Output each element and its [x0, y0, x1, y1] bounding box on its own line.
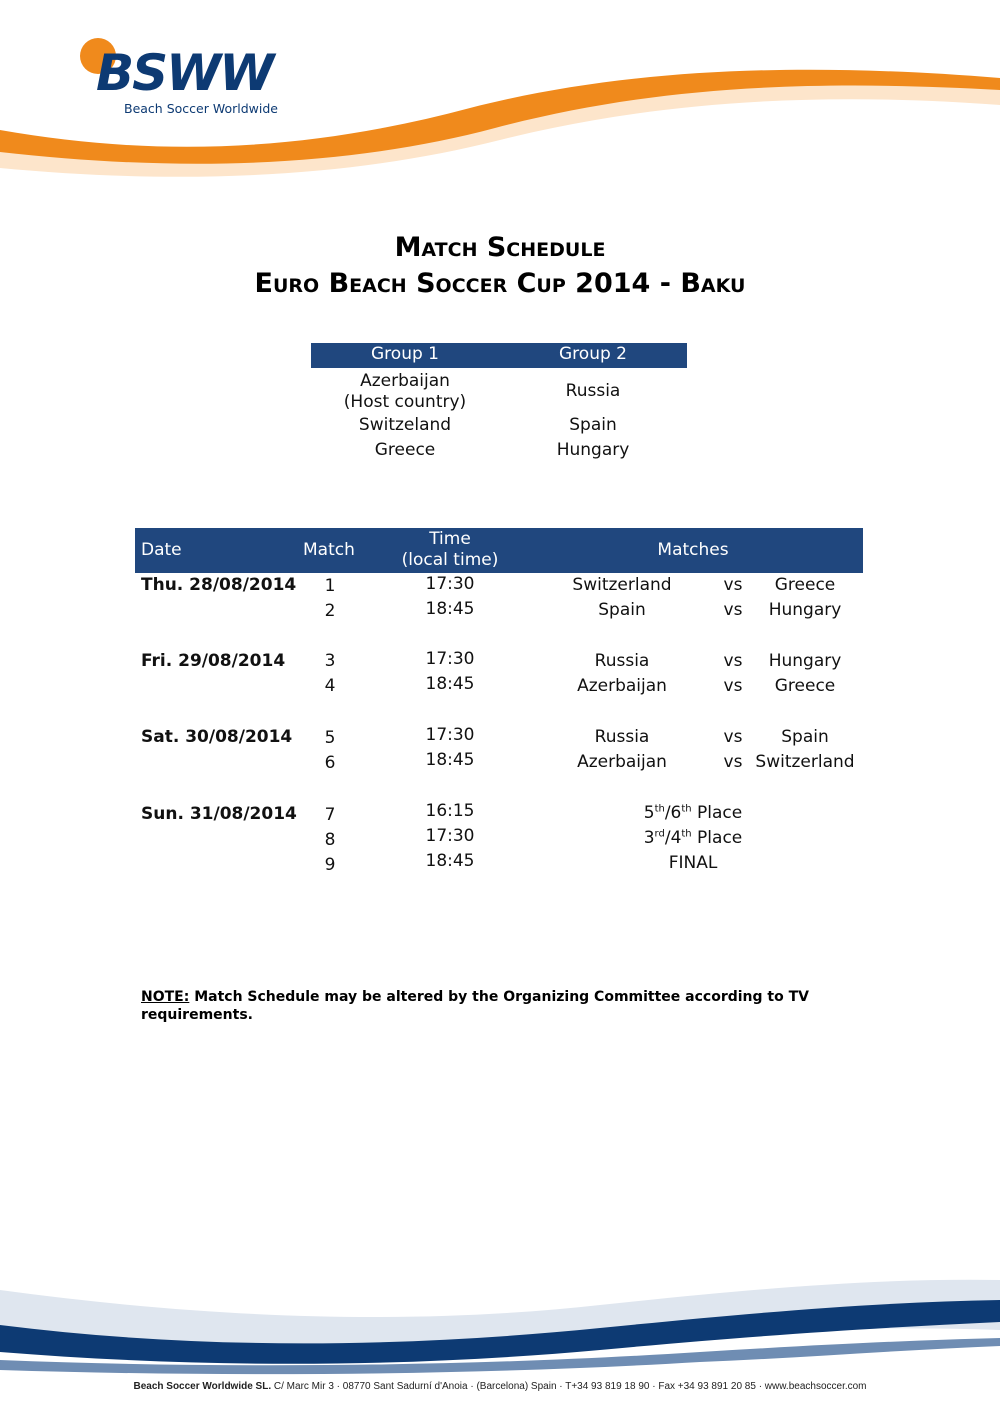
match-time: 18:45 — [425, 851, 475, 871]
away-team: Greece — [774, 575, 836, 595]
home-team: Switzerland — [572, 575, 672, 595]
footer-details: C/ Marc Mir 3 · 08770 Sant Sadurní d'Anoia · (Barcelona) Spain · T+34 93 819 18 90 · Fax +34 93 891 20 85 · www.beachsoccer.com — [271, 1381, 867, 1392]
group-1-header: Group 1 — [371, 344, 439, 364]
match-number: 7 — [324, 805, 336, 825]
match-number: 4 — [324, 676, 336, 696]
vs-label: vs — [723, 727, 743, 747]
bottom-wave — [0, 1270, 1000, 1380]
logo-tagline: Beach Soccer Worldwide — [124, 101, 278, 116]
away-team: Greece — [774, 676, 836, 696]
footer — [0, 1381, 1000, 1392]
vs-label: vs — [723, 651, 743, 671]
match-date: Thu. 28/08/2014 — [141, 575, 297, 595]
note-text: Match Schedule may be altered by the Organizing Committee according to TV requirements. — [141, 989, 809, 1023]
match-date: Fri. 29/08/2014 — [141, 651, 286, 671]
match-time: 17:30 — [425, 649, 475, 669]
header-time: Time — [429, 529, 471, 549]
home-team: Spain — [598, 600, 646, 620]
schedule-table — [135, 528, 863, 888]
placement-match: 3rd/4th Place — [643, 828, 743, 848]
note-label: NOTE: — [141, 989, 190, 1005]
top-wave — [0, 60, 1000, 200]
placement-match: 5th/6th Place — [643, 803, 743, 823]
header-time-sub: (local time) — [401, 550, 499, 570]
match-date: Sat. 30/08/2014 — [141, 727, 293, 747]
match-time: 16:15 — [425, 801, 475, 821]
title-line-1: Match Schedule — [394, 232, 606, 263]
match-date: Sun. 31/08/2014 — [141, 804, 297, 824]
match-time: 17:30 — [425, 725, 475, 745]
header-date: Date — [141, 540, 182, 560]
match-time: 18:45 — [425, 599, 475, 619]
groups-header — [311, 343, 687, 368]
away-team: Hungary — [768, 651, 842, 671]
schedule-header — [135, 528, 863, 573]
header-matches: Matches — [657, 540, 729, 560]
match-time: 18:45 — [425, 750, 475, 770]
home-team: Azerbaijan — [577, 676, 667, 696]
header-match: Match — [303, 540, 355, 560]
match-time: 17:30 — [425, 826, 475, 846]
vs-label: vs — [723, 752, 743, 772]
group-2-team: Russia — [565, 381, 621, 401]
final-match: FINAL — [668, 853, 718, 873]
footer-company: Beach Soccer Worldwide SL. — [133, 1381, 272, 1392]
group-1-team-note: (Host country) — [343, 392, 467, 412]
home-team: Russia — [594, 651, 650, 671]
group-2-header: Group 2 — [559, 344, 627, 364]
match-number: 1 — [324, 576, 336, 596]
match-number: 8 — [324, 830, 336, 850]
match-number: 3 — [324, 651, 336, 671]
home-team: Azerbaijan — [577, 752, 667, 772]
match-time: 17:30 — [425, 574, 475, 594]
match-number: 9 — [324, 855, 336, 875]
group-2-team: Spain — [569, 415, 617, 435]
match-number: 6 — [324, 753, 336, 773]
vs-label: vs — [723, 600, 743, 620]
group-1-team: Switzeland — [358, 415, 452, 435]
group-1-team: Greece — [374, 440, 436, 460]
logo-wordmark: BSWW — [96, 44, 273, 102]
vs-label: vs — [723, 575, 743, 595]
away-team: Switzerland — [755, 752, 855, 772]
home-team: Russia — [594, 727, 650, 747]
schedule-note — [141, 988, 821, 1024]
match-number: 5 — [324, 728, 336, 748]
away-team: Hungary — [768, 600, 842, 620]
vs-label: vs — [723, 676, 743, 696]
group-2-team: Hungary — [556, 440, 630, 460]
match-number: 2 — [324, 601, 336, 621]
match-time: 18:45 — [425, 674, 475, 694]
away-team: Spain — [781, 727, 829, 747]
group-1-team: Azerbaijan — [360, 371, 450, 391]
title-line-2: Euro Beach Soccer Cup 2014 - Baku — [254, 268, 746, 299]
